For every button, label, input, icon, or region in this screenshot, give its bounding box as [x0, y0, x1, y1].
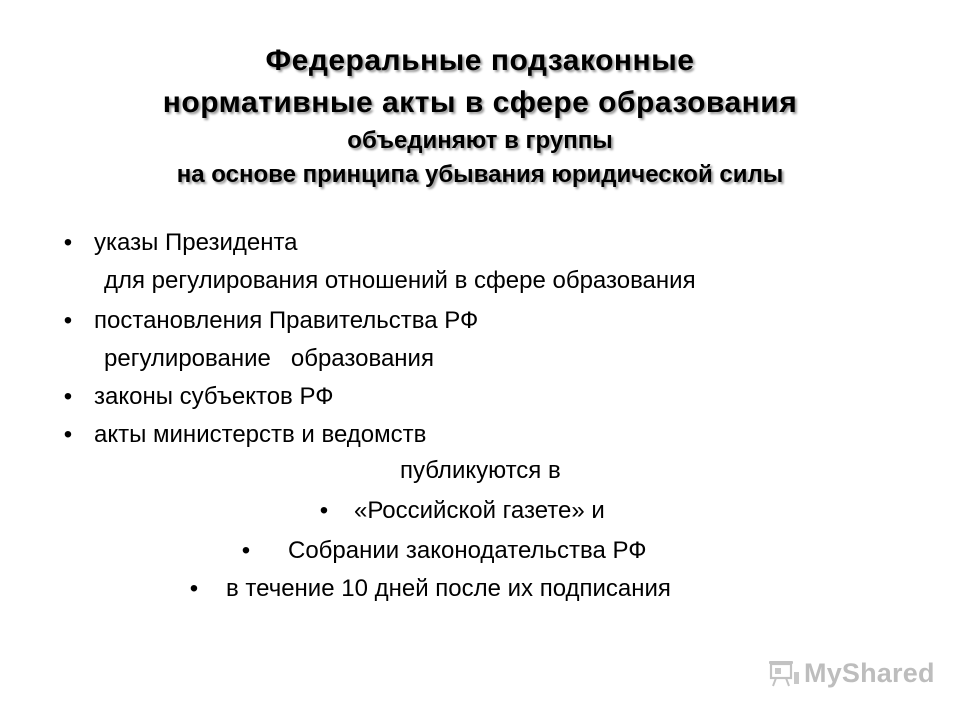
list-item-note: для регулирования отношений в сфере образования [104, 267, 696, 294]
slide-title [0, 40, 960, 192]
projector-screen-icon [766, 658, 800, 688]
title-line-4: на основе принципа убывания юридической силы [176, 161, 784, 188]
bullet-icon: • [63, 421, 73, 448]
publication-intro: публикуются в [400, 457, 561, 484]
bullet-icon: • [319, 497, 329, 524]
bullet-icon: • [63, 229, 73, 256]
bullet-icon: • [241, 537, 251, 564]
bullet-icon: • [189, 575, 199, 602]
bullet-icon: • [63, 383, 73, 410]
watermark [766, 656, 936, 690]
list-item-text: законы субъектов РФ [94, 383, 334, 410]
list-item-text: постановления Правительства РФ [94, 307, 479, 334]
list-item-text: акты министерств и ведомств [94, 421, 427, 448]
title-line-3: объединяют в группы [347, 127, 613, 154]
list-item-text: указы Президента [94, 229, 298, 256]
publication-item-text: Собрании законодательства РФ [288, 537, 647, 564]
list-item-note: регулирование образования [104, 345, 434, 372]
title-line-2: нормативные акты в сфере образования [162, 86, 798, 119]
publication-item-text: «Российской газете» и [354, 497, 605, 524]
title-line-1: Федеральные подзаконные [265, 44, 695, 77]
watermark-text: MyShared [804, 657, 935, 688]
publication-item-text: в течение 10 дней после их подписания [226, 575, 671, 602]
bullet-icon: • [63, 307, 73, 334]
